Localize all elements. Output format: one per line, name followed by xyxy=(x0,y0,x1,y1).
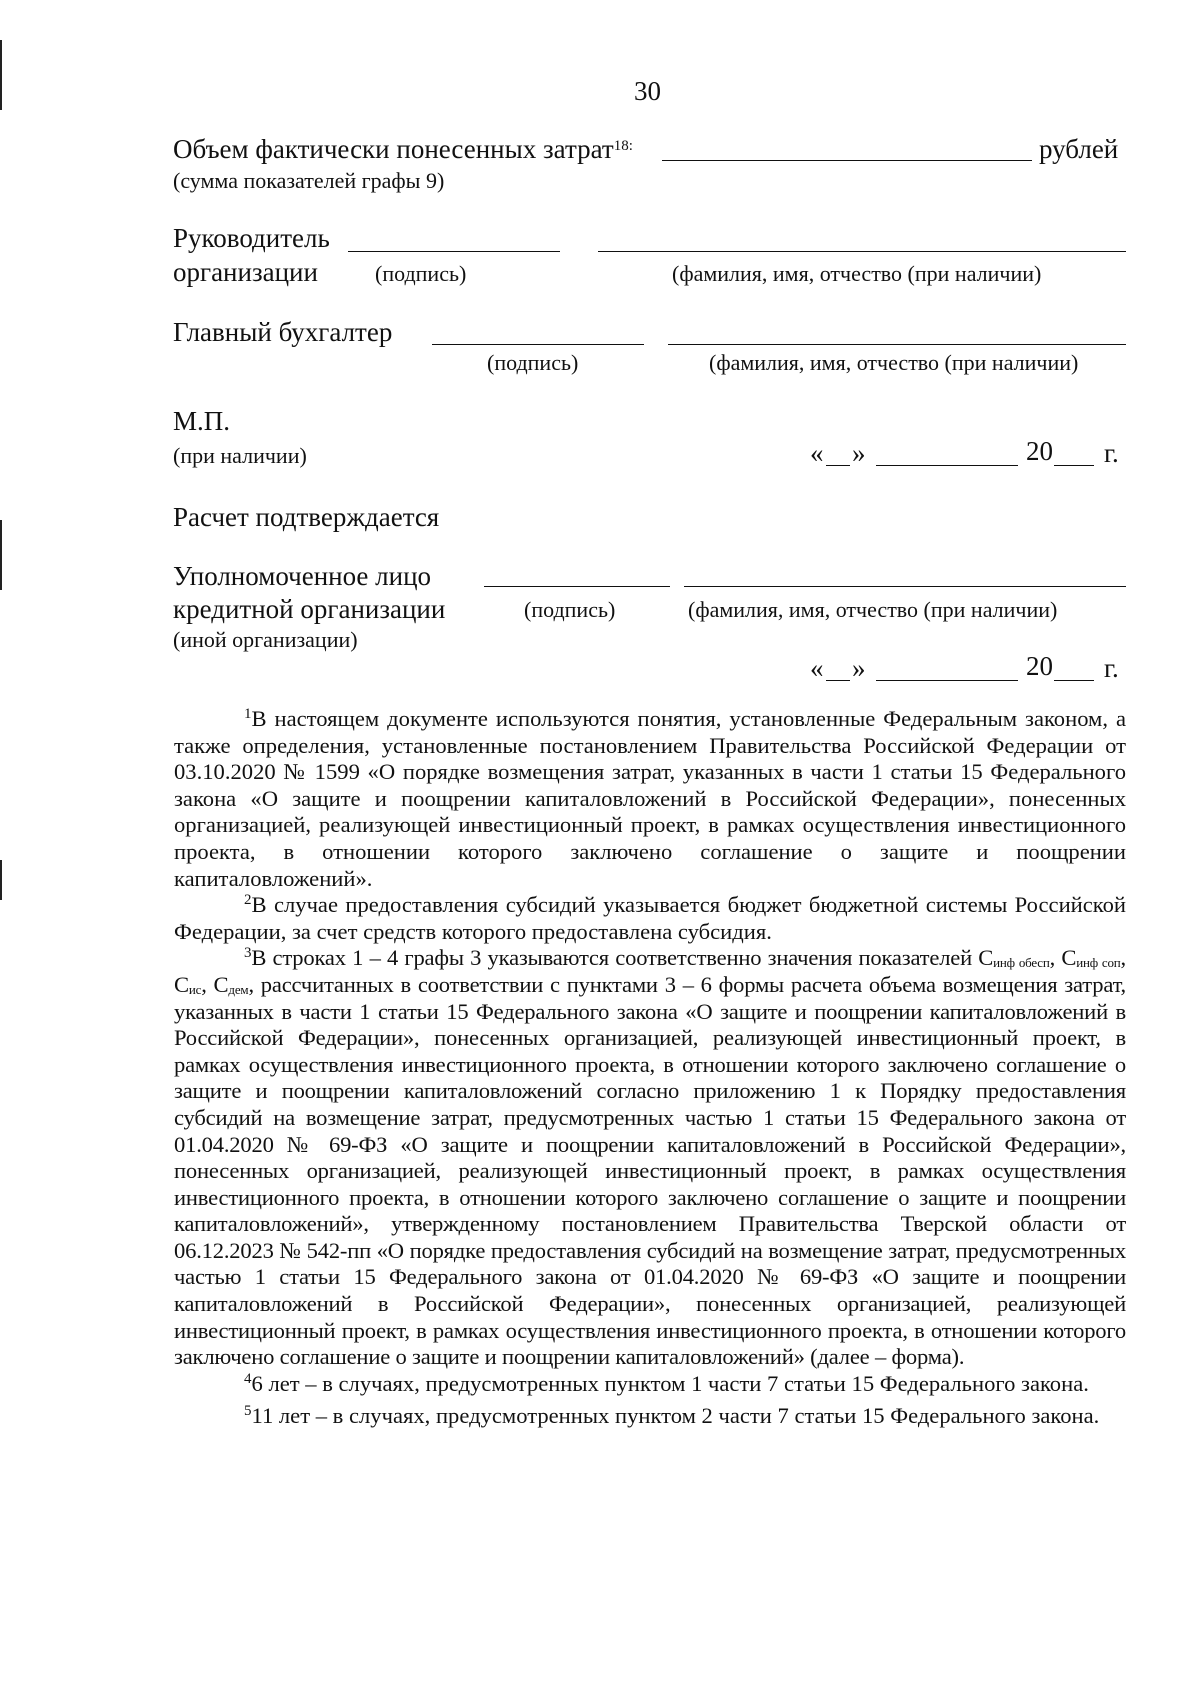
head-fio-line xyxy=(598,251,1126,252)
indicator-subscript: ис xyxy=(188,981,202,997)
confirmation-label: Расчет подтверждается xyxy=(173,502,440,532)
date-close-quote: » xyxy=(852,653,866,683)
stamp-label: М.П. xyxy=(173,406,231,436)
footnote-mark: 4 xyxy=(244,1370,252,1387)
authorized-signature-line xyxy=(484,586,670,587)
footnote-text: 11 лет – в случаях, предусмотренных пунктом 2 части 7 статьи 15 Федерального закона. xyxy=(251,1403,1100,1429)
expenses-label xyxy=(173,134,633,165)
footnote-ref: 18: xyxy=(613,138,633,154)
date-month-line xyxy=(876,680,1018,681)
date-year-line xyxy=(1054,465,1094,466)
page-number: 30 xyxy=(634,76,661,106)
date-year-line xyxy=(1054,680,1094,681)
accountant-signature-line xyxy=(432,344,644,345)
indicator-subscript: дем xyxy=(228,981,249,997)
footnote-mark: 5 xyxy=(244,1403,252,1420)
footnote-text: 6 лет – в случаях, предусмотренных пунктом 1 части 7 статьи 15 Федерального закона. xyxy=(251,1370,1089,1396)
scan-edge-mark xyxy=(0,40,2,110)
footnote-text: , С xyxy=(1049,945,1077,971)
accountant-fio-caption: (фамилия, имя, отчество (при наличии) xyxy=(709,350,1079,375)
footnote-5 xyxy=(174,1403,1126,1430)
footnote-1 xyxy=(174,706,1126,892)
footnote-mark: 3 xyxy=(244,945,252,962)
footnote-text: , С xyxy=(201,971,229,997)
footnote-text: В настоящем документе используются понятия, установленные Федеральным законом, а также определения, установленные постановлением Правительства Российской Федерации от 03.10.2020 № 1599 «О порядке возмещения затрат, указанных в части 1 статьи 15 Федерального закона «О защите и поощрении капиталовложений в Российской Федерации», понесенных организацией, реализующей инвестиционный проект, в рамках осуществления инвестиционного проекта, в отношении которого заключено соглашение о защите и поощрении капиталовложений». xyxy=(174,706,1126,891)
indicator-subscript: инф обесп xyxy=(993,955,1050,971)
date-year-prefix: 20 xyxy=(1026,436,1053,466)
footnotes xyxy=(174,706,1126,1430)
head-signature-caption: (подпись) xyxy=(375,261,467,286)
date-day-line xyxy=(826,465,850,466)
head-fio-caption: (фамилия, имя, отчество (при наличии) xyxy=(672,261,1042,286)
accountant-label: Главный бухгалтер xyxy=(173,317,393,347)
stamp-hint: (при наличии) xyxy=(173,443,307,468)
authorized-label-line2: кредитной организации xyxy=(173,594,446,624)
date-day-line xyxy=(826,680,850,681)
date-year-suffix: г. xyxy=(1104,438,1119,468)
footnote-mark: 1 xyxy=(244,706,252,722)
expenses-unit: рублей xyxy=(1039,134,1119,164)
date-year-prefix: 20 xyxy=(1026,651,1053,681)
scan-edge-mark xyxy=(0,860,2,900)
accountant-fio-line xyxy=(668,344,1126,345)
footnote-text: , С xyxy=(174,945,1126,997)
date-month-line xyxy=(876,465,1018,466)
date-open-quote: « xyxy=(810,438,824,468)
head-signature-line xyxy=(348,251,560,252)
expenses-amount-line xyxy=(662,160,1032,161)
authorized-fio-caption: (фамилия, имя, отчество (при наличии) xyxy=(688,597,1058,622)
authorized-fio-line xyxy=(684,586,1126,587)
footnote-text: , рассчитанных в соответствии с пунктами 3 – 6 формы расчета объема возмещения затрат, указанных в части 1 статьи 15 Федерального закона «О защите и поощрении капиталовложений в Российской Федерации», понесенных организацией, реализующей инвестиционный проект, в рамках осуществления инвестиционного проекта, в отношении которого заключено соглашение о защите и поощрении капиталовложений согласно приложению 1 к Порядку предоставления субсидий на возмещение затрат, предусмотренных частью 1 статьи 15 Федерального закона от 01.04.2020 № 69-ФЗ «О защите и поощрении капиталовложений в Российской Федерации», понесенных организацией, реализующей инвестиционный проект, в рамках осуществления инвестиционного проекта, в отношении которого заключено соглашение о защите и поощрении капиталовложений», утвержденному постановлением Правительства Тверской области от 06.12.2023 № 542-пп «О порядке предоставления субсидий на возмещение затрат, предусмотренных частью 1 статьи 15 Федерального закона от 01.04.2020 № 69-ФЗ «О защите и поощрении капиталовложений в Российской Федерации», понесенных организацией, реализующей инвестиционный проект, в рамках осуществления инвестиционного проекта, в отношении которого заключено соглашение о защите и поощрении капиталовложений» (далее – форма). xyxy=(174,971,1126,1370)
date-open-quote: « xyxy=(810,653,824,683)
authorized-label-line3: (иной организации) xyxy=(173,627,358,652)
footnote-mark: 2 xyxy=(244,892,252,909)
indicator-subscript: инф соп xyxy=(1076,955,1121,971)
date-close-quote: » xyxy=(852,438,866,468)
expenses-label-text: Объем фактически понесенных затрат xyxy=(173,134,614,164)
date-year-suffix: г. xyxy=(1104,653,1119,683)
footnote-3 xyxy=(174,945,1126,1371)
footnote-text: В случае предоставления субсидий указывается бюджет бюджетной системы Российской Федерации, за счет средств которого предоставлена субсидия. xyxy=(174,892,1126,944)
accountant-signature-caption: (подпись) xyxy=(487,350,579,375)
scan-edge-mark xyxy=(0,520,2,590)
head-label-line2: организации xyxy=(173,257,318,287)
expenses-hint: (сумма показателей графы 9) xyxy=(173,168,445,193)
authorized-signature-caption: (подпись) xyxy=(524,597,616,622)
authorized-label-line1: Уполномоченное лицо xyxy=(173,561,432,591)
footnote-2 xyxy=(174,892,1126,945)
head-label-line1: Руководитель xyxy=(173,223,330,253)
footnote-4 xyxy=(174,1371,1126,1398)
footnote-text: В строках 1 – 4 графы 3 указываются соответственно значения показателей С xyxy=(251,945,994,971)
